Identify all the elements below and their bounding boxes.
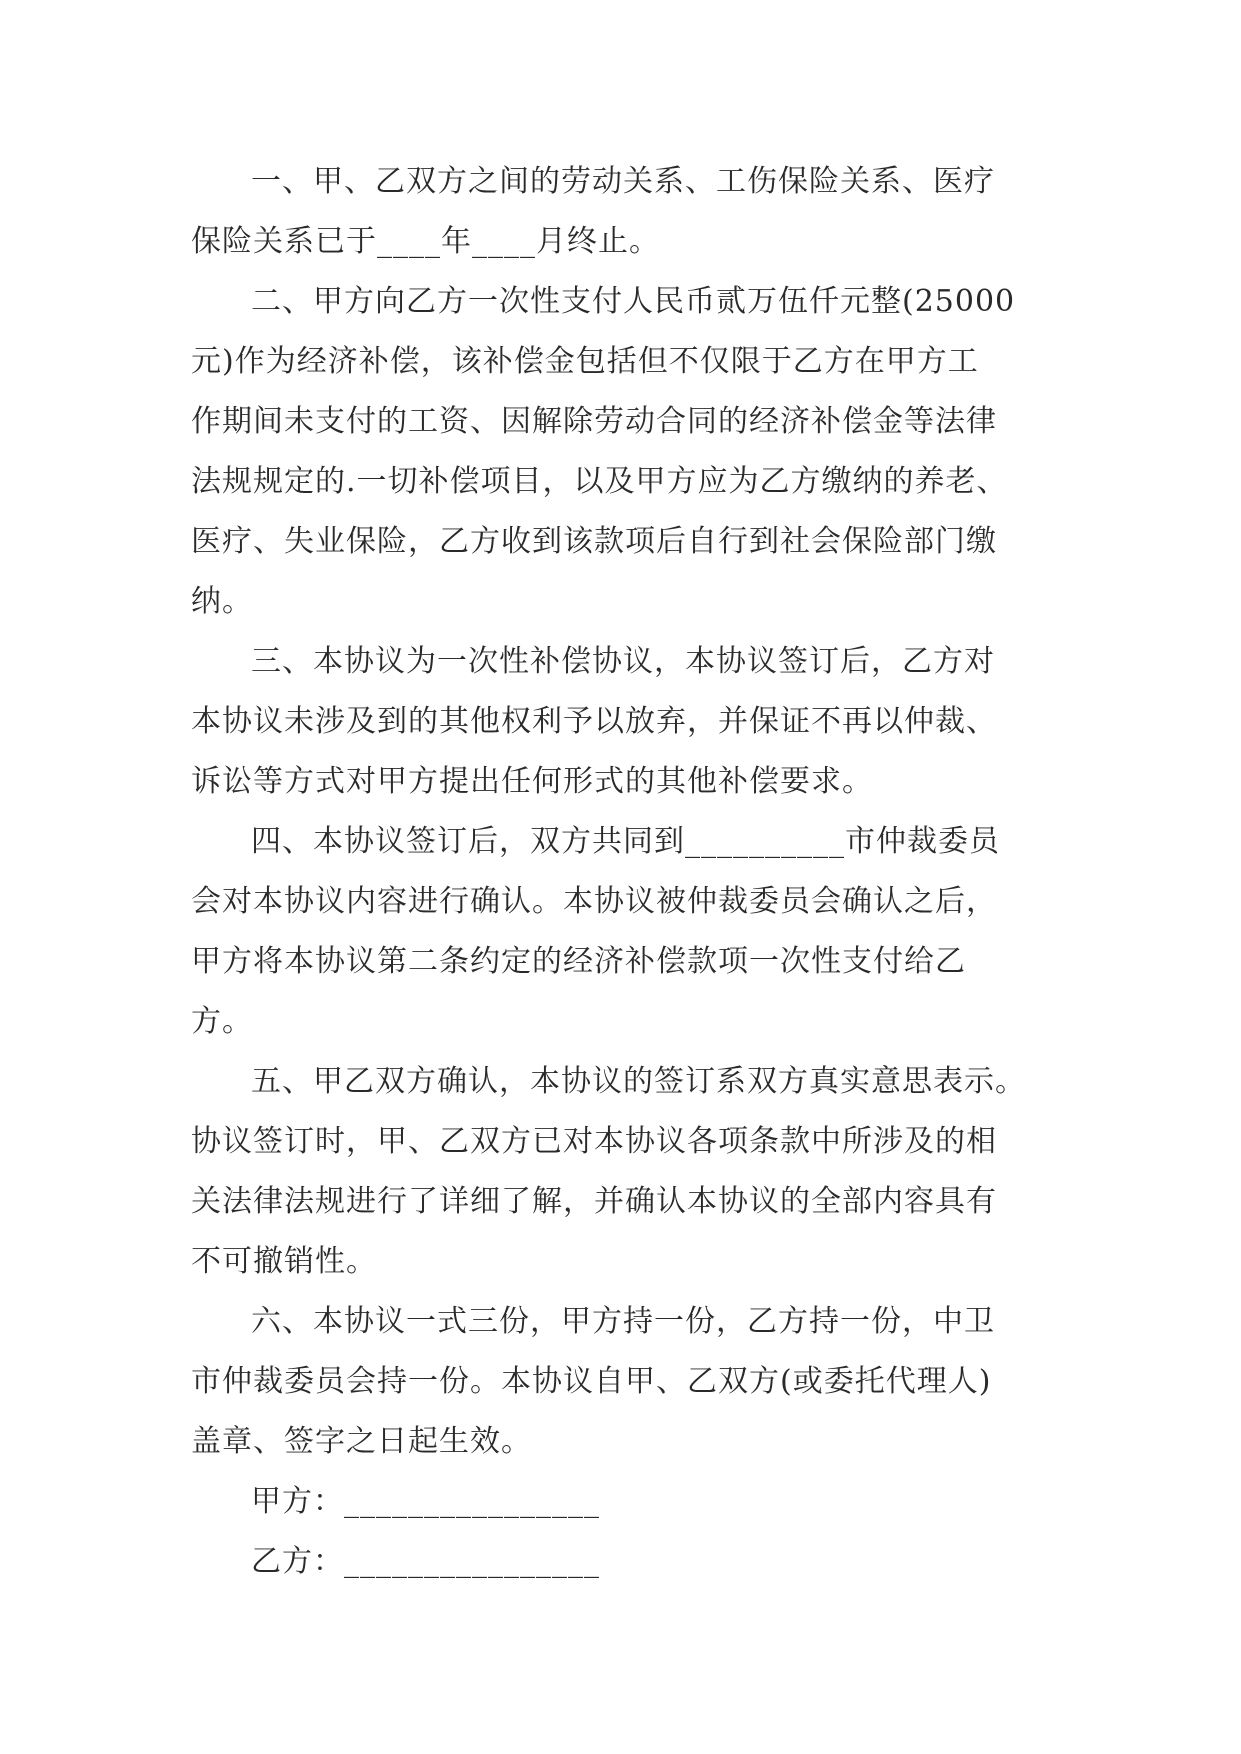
clause-line: 协议签订时，甲、乙双方已对本协议各项条款中所涉及的相 bbox=[191, 1124, 997, 1159]
party-a-signature: 甲方：________________ bbox=[251, 1484, 600, 1519]
clause-line: 三、本协议为一次性补偿协议，本协议签订后，乙方对 bbox=[251, 644, 995, 679]
clause-line: 医疗、失业保险，乙方收到该款项后自行到社会保险部门缴 bbox=[191, 524, 997, 559]
clause-line: 一、甲、乙双方之间的劳动关系、工伤保险关系、医疗 bbox=[251, 164, 995, 199]
clause-line: 四、本协议签订后，双方共同到__________市仲裁委员 bbox=[251, 824, 1000, 859]
clause-line: 关法律法规进行了详细了解，并确认本协议的全部内容具有 bbox=[191, 1184, 997, 1219]
clause-line: 保险关系已于____年____月终止。 bbox=[191, 224, 660, 259]
clause-line: 五、甲乙双方确认，本协议的签订系双方真实意思表示。 bbox=[251, 1064, 1026, 1099]
clause-6 bbox=[191, 1292, 1051, 1472]
clause-1 bbox=[191, 152, 1051, 272]
clause-4 bbox=[191, 812, 1051, 1052]
clause-line: 不可撤销性。 bbox=[191, 1244, 377, 1279]
clause-line: 法规规定的.一切补偿项目，以及甲方应为乙方缴纳的养老、 bbox=[191, 464, 1008, 499]
agreement-body bbox=[191, 152, 1051, 1592]
clause-line: 会对本协议内容进行确认。本协议被仲裁委员会确认之后， bbox=[191, 884, 997, 919]
clause-line: 诉讼等方式对甲方提出任何形式的其他补偿要求。 bbox=[191, 764, 873, 799]
clause-line: 元)作为经济补偿，该补偿金包括但不仅限于乙方在甲方工 bbox=[191, 344, 979, 379]
clause-line: 二、甲方向乙方一次性支付人民币贰万伍仟元整(25000 bbox=[251, 284, 1016, 319]
clause-line: 纳。 bbox=[191, 584, 253, 619]
clause-3 bbox=[191, 632, 1051, 812]
clause-line: 方。 bbox=[191, 1004, 253, 1039]
clause-line: 市仲裁委员会持一份。本协议自甲、乙双方(或委托代理人) bbox=[191, 1364, 992, 1399]
clause-2 bbox=[191, 272, 1051, 632]
clause-5 bbox=[191, 1052, 1051, 1292]
clause-line: 作期间未支付的工资、因解除劳动合同的经济补偿金等法律 bbox=[191, 404, 997, 439]
clause-line: 六、本协议一式三份，甲方持一份，乙方持一份，中卫 bbox=[251, 1304, 995, 1339]
party-b-signature: 乙方：________________ bbox=[251, 1544, 600, 1579]
clause-line: 本协议未涉及到的其他权利予以放弃，并保证不再以仲裁、 bbox=[191, 704, 997, 739]
clause-line: 盖章、签字之日起生效。 bbox=[191, 1424, 532, 1459]
clause-line: 甲方将本协议第二条约定的经济补偿款项一次性支付给乙 bbox=[191, 944, 966, 979]
